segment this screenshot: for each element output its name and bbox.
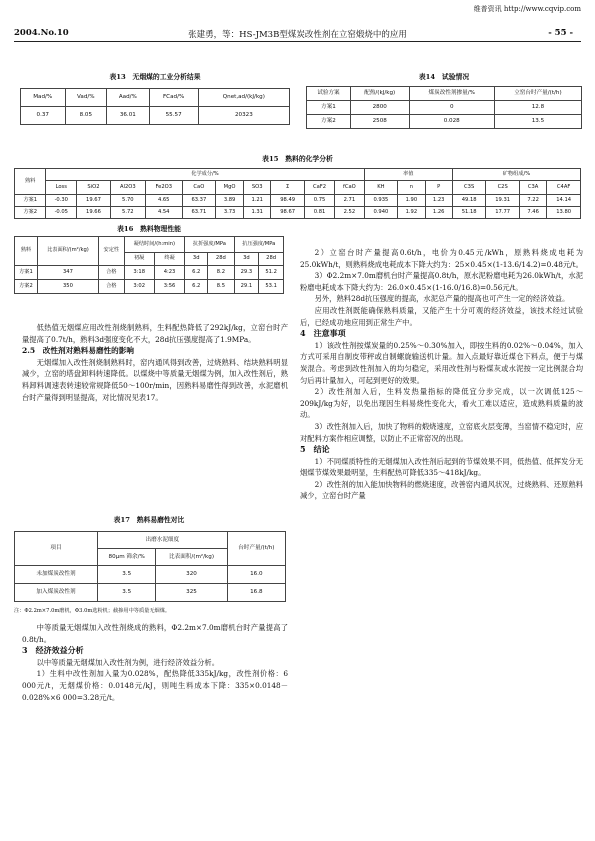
t15-cell: 19.67 xyxy=(77,195,111,207)
left-column-top xyxy=(22,322,288,403)
t15-head: CaF2 xyxy=(304,181,334,195)
issue-number: 2004.No.10 xyxy=(14,28,69,38)
t16-subhead: 初凝 xyxy=(124,253,154,266)
t16-cell: 方案1 xyxy=(15,266,38,280)
t16-subhead: 3d xyxy=(234,253,259,266)
t16-cell: 347 xyxy=(37,266,98,280)
t15-cell: 63.71 xyxy=(182,207,216,219)
t15-cell: 2.52 xyxy=(335,207,365,219)
t15-cell: 14.14 xyxy=(547,195,581,207)
t14-head: 立窑台时产量/(t/h) xyxy=(494,87,581,101)
t17-cell: 加入煤炭改性剂 xyxy=(15,584,98,602)
t15-head: C2S xyxy=(486,181,520,195)
table17-note: 注：Φ2.2m×7.0m磨机，Φ3.0m选粉机；截掺用中等质量无烟煤。 xyxy=(14,608,171,614)
table15 xyxy=(14,168,581,219)
t15-cell: 98.67 xyxy=(271,207,305,219)
t16-head: 抗折强度/MPa xyxy=(185,237,234,253)
t16-cell: 29.1 xyxy=(234,280,259,294)
running-title: 张建勇，等：HS-JM3B型煤炭改性剂在立窑煅烧中的应用 xyxy=(188,30,407,40)
t15-head: fCaO xyxy=(335,181,365,195)
t15-cell: 17.77 xyxy=(486,207,520,219)
table16 xyxy=(14,236,284,294)
paragraph: 低热值无烟煤应用改性剂烧制熟料，生料配热降低了292kJ/kg，立窑台时产量提高了0.7t/h，熟料3d强度变化不大，28d抗压强度提高了1.9MPa。 xyxy=(22,323,288,344)
t14-head: 煤炭改性剂掺量/% xyxy=(409,87,494,101)
t16-cell: 3:56 xyxy=(154,280,184,294)
t17-head: 出磨水泥细度 xyxy=(98,532,228,549)
t14-cell: 方案2 xyxy=(307,115,351,129)
t15-head: CaO xyxy=(182,181,216,195)
paragraph: 2）改性剂加入后，生料发热量指标的降低宜分步完成，以一次调低125～209kJ/kg为好，以免出现因生料易烧性变化大，看火工难以适应，造成熟料质量的波动。 xyxy=(300,387,583,420)
t15-head: Fe2O3 xyxy=(145,181,182,195)
t16-cell: 51.2 xyxy=(259,266,284,280)
t17-cell: 16.0 xyxy=(227,566,285,584)
t17-head: 项目 xyxy=(15,532,98,566)
t15-head: n xyxy=(398,181,425,195)
t16-cell: 8.2 xyxy=(208,266,234,280)
t15-cell: 1.21 xyxy=(244,195,271,207)
t15-cell: 3.73 xyxy=(216,207,244,219)
t15-head: SiO2 xyxy=(77,181,111,195)
t17-cell: 未加煤炭改性剂 xyxy=(15,566,98,584)
t16-head: 安定性 xyxy=(99,237,124,266)
t15-cell: 13.80 xyxy=(547,207,581,219)
t16-cell: 350 xyxy=(37,280,98,294)
t15-cell: 3.89 xyxy=(216,195,244,207)
t13-head: Qnet,ad/(kJ/kg) xyxy=(198,89,289,107)
paragraph: 3）Φ2.2m×7.0m磨机台时产量提高0.8t/h，原水泥粉磨电耗为26.0kWh/t，水泥粉磨电耗成本下降大约为：26.0×0.45×(1-16.0/16.8)=0.56元/t。 xyxy=(300,271,583,292)
t14-cell: 13.5 xyxy=(494,115,581,129)
t16-subhead: 28d xyxy=(208,253,234,266)
header-rule xyxy=(14,41,581,42)
t15-head: Al2O3 xyxy=(110,181,145,195)
t16-cell: 29.3 xyxy=(234,266,259,280)
paragraph: 1）该改性剂按煤炭量的0.25%～0.30%加入，即按生料的0.02%～0.04%，加入方式可采用自制皮带秤或自制螺旋输送机计量。加入点最好靠近煤仓下料点，便于与煤炭混合。考虑到改性剂加入的均匀稳定，采用改性剂与粉煤灰或水泥按一定比例混合均匀后再计量加入，可起到更好的效果。 xyxy=(300,340,583,385)
t15-cell: 5.70 xyxy=(110,195,145,207)
t15-cell: 19.66 xyxy=(77,207,111,219)
t14-cell: 方案1 xyxy=(307,101,351,115)
t16-cell: 方案2 xyxy=(15,280,38,294)
t15-head: C3A xyxy=(519,181,546,195)
t16-cell: 4:23 xyxy=(154,266,184,280)
t15-group: 矿物组成/% xyxy=(452,169,580,181)
t17-cell: 3.5 xyxy=(98,566,156,584)
section-heading-5: 5 结论 xyxy=(300,444,330,455)
t15-cell: -0.30 xyxy=(46,195,77,207)
t13-head: Aad/% xyxy=(107,89,149,107)
t15-cell: 5.72 xyxy=(110,207,145,219)
t16-subhead: 3d xyxy=(185,253,208,266)
t15-cell: 4.54 xyxy=(145,207,182,219)
t15-head: C4AF xyxy=(547,181,581,195)
paragraph: 3）改性剂加入后，加快了物料的煅烧速度，立窑底火层变薄，当窑情不稳定时，应对配料方案作相应调整，以防止不正常窑况的出现。 xyxy=(300,421,583,443)
t15-head: SO3 xyxy=(244,181,271,195)
t15-cell: 2.71 xyxy=(335,195,365,207)
t15-cell: 63.37 xyxy=(182,195,216,207)
t13-cell: 36.01 xyxy=(107,107,149,125)
table14-caption: 表14 试验情况 xyxy=(418,73,470,81)
t15-cell: 7.46 xyxy=(519,207,546,219)
paragraph: 1）生料中改性剂加入量为0.028%，配热降低335kJ/kg，改性剂价格：6 000元/t，无烟煤价格：0.0148元/kJ，则吨生料成本下降：335×0.0148－0.028%×6 000=3.28元/t。 xyxy=(22,669,288,702)
t15-cell: 4.65 xyxy=(145,195,182,207)
t16-subhead: 28d xyxy=(259,253,284,266)
t16-head: 熟料 xyxy=(15,237,38,266)
t15-cell: 7.22 xyxy=(519,195,546,207)
t15-cell: 1.92 xyxy=(398,207,425,219)
paragraph: 应用改性剂既能确保熟料质量，又能产生十分可观的经济效益，该技术经过试验后，已经成功地应用到正常生产中。 xyxy=(300,305,583,327)
table14 xyxy=(306,86,582,129)
table17-caption: 表17 熟料易磨性对比 xyxy=(113,516,185,524)
table15-caption: 表15 熟料的化学分析 xyxy=(262,155,333,163)
t15-cell: 1.23 xyxy=(425,195,452,207)
t16-cell: 3:18 xyxy=(124,266,154,280)
t15-cell: 1.26 xyxy=(425,207,452,219)
t16-head: 凝结时间/(h:min) xyxy=(124,237,185,253)
t15-cell: 1.31 xyxy=(244,207,271,219)
t14-cell: 0.028 xyxy=(409,115,494,129)
t15-cell: 1.90 xyxy=(398,195,425,207)
t13-head: Mad/% xyxy=(21,89,66,107)
t15-cell: -0.05 xyxy=(46,207,77,219)
t13-cell: 8.05 xyxy=(65,107,107,125)
t16-cell: 53.1 xyxy=(259,280,284,294)
t14-cell: 12.8 xyxy=(494,101,581,115)
t13-head: Vad/% xyxy=(65,89,107,107)
t15-cell: 51.18 xyxy=(452,207,486,219)
t15-cell: 19.31 xyxy=(486,195,520,207)
t15-head: Σ xyxy=(271,181,305,195)
t16-head: 抗压强度/MPa xyxy=(234,237,283,253)
t16-cell: 合格 xyxy=(99,266,124,280)
t17-cell: 3.5 xyxy=(98,584,156,602)
paragraph: 另外，熟料28d抗压强度的提高，水泥总产量的提高也可产生一定的经济效益。 xyxy=(314,294,570,304)
t16-cell: 6.2 xyxy=(185,280,208,294)
t16-cell: 6.2 xyxy=(185,266,208,280)
t16-cell: 8.5 xyxy=(208,280,234,294)
t13-cell: 0.37 xyxy=(21,107,66,125)
t17-cell: 320 xyxy=(156,566,227,584)
t15-cell: 98.49 xyxy=(271,195,305,207)
t15-group: 化学成分/% xyxy=(46,169,364,181)
section-heading-3: 3 经济效益分析 xyxy=(22,645,84,656)
table13-caption: 表13 无烟煤的工业分析结果 xyxy=(109,73,201,81)
table16-caption: 表16 熟料物理性能 xyxy=(117,225,181,233)
paragraph: 以中等质量无烟煤加入改性剂为例，进行经济效益分析。 xyxy=(36,657,220,667)
t17-cell: 16.8 xyxy=(227,584,285,602)
t14-head: 试验方案 xyxy=(307,87,351,101)
t16-cell: 3:02 xyxy=(124,280,154,294)
t15-group: 熟料 xyxy=(15,169,46,195)
t15-cell: 49.18 xyxy=(452,195,486,207)
t15-cell: 方案1 xyxy=(15,195,46,207)
t15-cell: 0.81 xyxy=(304,207,334,219)
t16-subhead: 终凝 xyxy=(154,253,184,266)
right-column xyxy=(300,247,583,502)
table17 xyxy=(14,531,286,602)
t15-cell: 0.75 xyxy=(304,195,334,207)
t17-subhead: 比表面积/(m²/kg) xyxy=(156,549,227,566)
t16-head: 比表面积/(m²/kg) xyxy=(37,237,98,266)
table13 xyxy=(20,88,290,125)
t15-head: C3S xyxy=(452,181,486,195)
t17-head: 台时产量/(t/h) xyxy=(227,532,285,566)
t15-head: Loss xyxy=(46,181,77,195)
t17-subhead: 80μm 筛余/% xyxy=(98,549,156,566)
paragraph: 无烟煤加入改性剂烧制熟料时，窑内通风得到改善，过烧熟料、结块熟料明显减少，立窑的塔盘卸料转速降低。以煤烧中等质量无烟煤为例，加入改性剂后，熟料卸料调速表转速较常规降低50～100r/min，因熟料易磨性得到改善，水泥磨机台时产量得到明显提高，对比情况见表17。 xyxy=(22,357,288,402)
paragraph: 中等质量无烟煤加入改性剂烧成的熟料，Φ2.2m×7.0m磨机台时产量提高了0.8t/h。 xyxy=(22,623,288,644)
paragraph: 2）改性剂的加入能加快物料的燃烧速度，改善窑内通风状况，过烧熟料、还原熟料减少，立窑台时产量 xyxy=(300,479,583,501)
t15-group: 率值 xyxy=(364,169,452,181)
t13-cell: 55.57 xyxy=(149,107,198,125)
t14-cell: 2800 xyxy=(350,101,409,115)
t15-head: MgO xyxy=(216,181,244,195)
section-heading-4: 4 注意事项 xyxy=(300,328,346,339)
t15-cell: 方案2 xyxy=(15,207,46,219)
left-column-bottom xyxy=(22,622,288,703)
t14-head: 配热/(kJ/kg) xyxy=(350,87,409,101)
t15-cell: 0.935 xyxy=(364,195,398,207)
paragraph: 1）不同煤质特性的无烟煤加入改性剂后起到的节煤效果不同，低热值、低挥发分无烟煤节煤效果最明显，生料配热可降低335～418kJ/kg。 xyxy=(300,456,583,478)
t16-cell: 合格 xyxy=(99,280,124,294)
paragraph: 2）立窑台时产量提高0.6t/h，电价为0.45元/kWh，原熟料烧成电耗为25.0kWh/t，则熟料烧成电耗成本下降大约为：25×0.45×(1-13.6/14.2)=0.48元/t。 xyxy=(300,248,583,269)
watermark: 维普资讯 http://www.cqvip.com xyxy=(473,5,581,13)
page-number: - 55 - xyxy=(548,28,573,38)
t13-head: FCad/% xyxy=(149,89,198,107)
t15-head: KH xyxy=(364,181,398,195)
t15-cell: 0.940 xyxy=(364,207,398,219)
t15-head: P xyxy=(425,181,452,195)
t13-cell: 20323 xyxy=(198,107,289,125)
t17-cell: 325 xyxy=(156,584,227,602)
t14-cell: 2508 xyxy=(350,115,409,129)
t14-cell: 0 xyxy=(409,101,494,115)
section-heading-2-5: 2.5 改性剂对熟料易磨性的影响 xyxy=(22,346,134,356)
